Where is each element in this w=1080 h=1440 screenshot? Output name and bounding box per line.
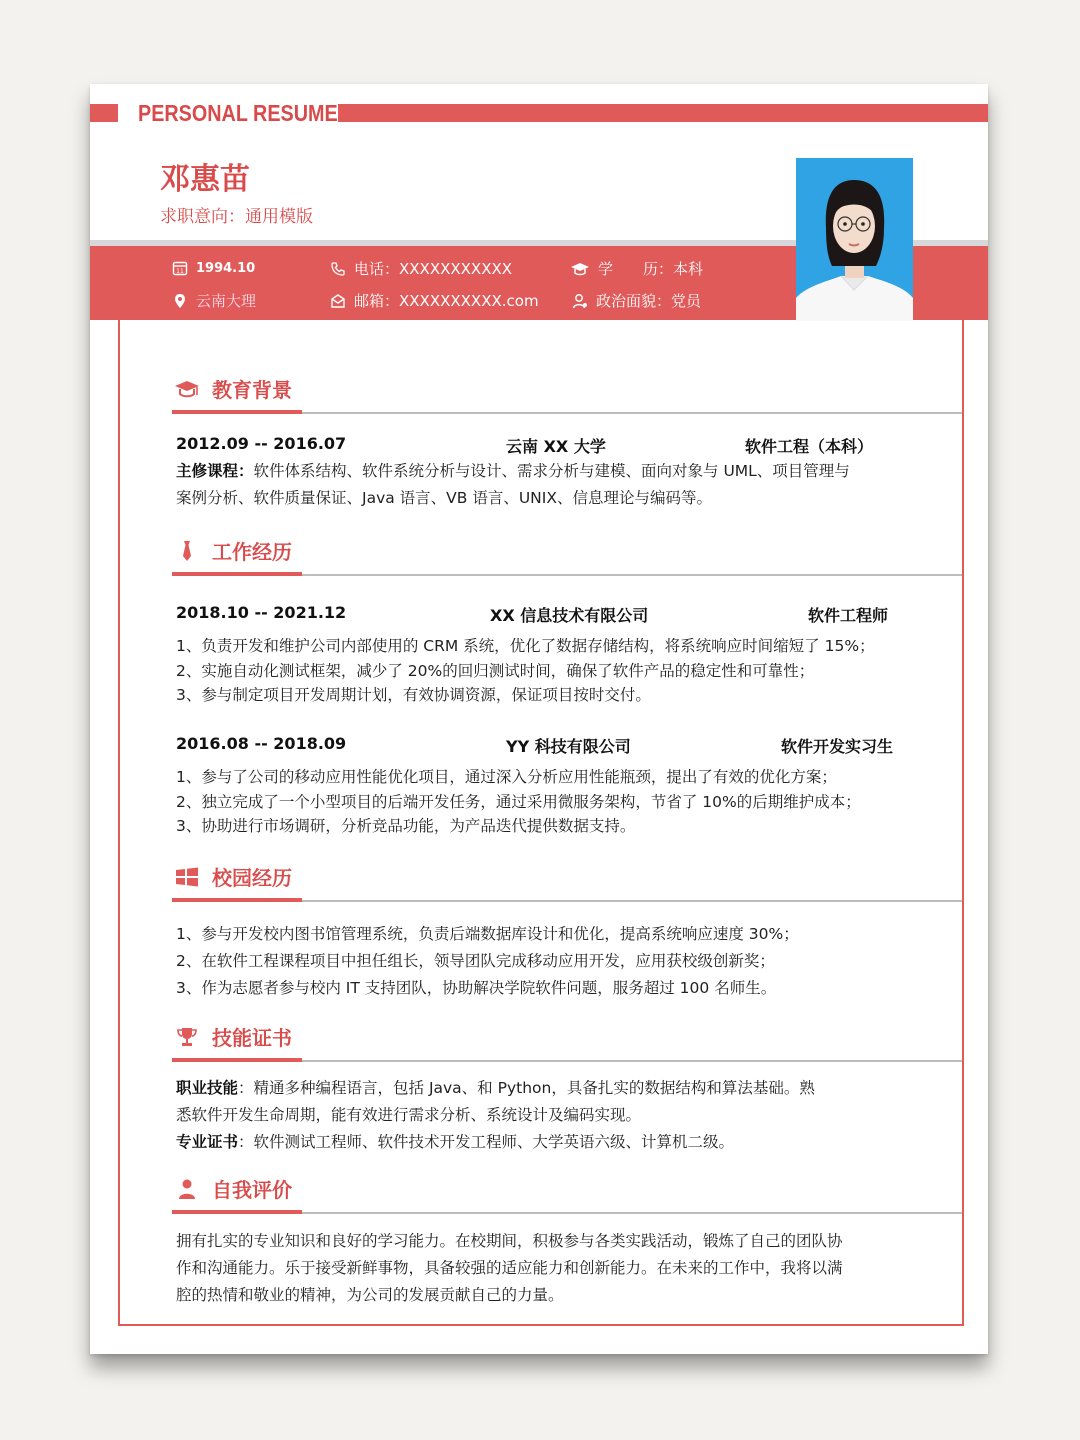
- courses-line-1: 软件体系结构、软件系统分析与设计、需求分析与建模、面向对象与 UML、项目管理与: [253, 462, 850, 480]
- job-period: 2018.10 -- 2021.12: [176, 603, 347, 622]
- user-icon: [174, 1178, 200, 1200]
- duty-item: 1、参与了公司的移动应用性能优化项目，通过深入分析应用性能瓶颈，提出了有效的优化方案；: [176, 768, 837, 786]
- calendar-icon: [172, 260, 188, 276]
- email-icon: [330, 293, 346, 309]
- job-role: 软件工程师: [808, 606, 889, 625]
- resume-paper: [90, 84, 988, 1354]
- section-title: 技能证书: [212, 1026, 292, 1050]
- section-underline: [172, 898, 302, 902]
- header-bar-right: [338, 104, 988, 122]
- section-skills-header: [172, 1022, 962, 1062]
- job-role: 软件开发实习生: [781, 737, 894, 756]
- campus-item: 1、参与开发校内图书馆管理系统，负责后端数据库设计和优化，提高系统响应速度 30%；: [176, 925, 799, 943]
- self-evaluation: [176, 1228, 906, 1309]
- edu-period: 2012.09 -- 2016.07: [176, 434, 347, 453]
- person-icon: [572, 293, 588, 309]
- portrait-image: [796, 158, 913, 321]
- duty-item: 3、参与制定项目开发周期计划，有效协调资源，保证项目按时交付。: [176, 686, 651, 704]
- tie-icon: [174, 540, 200, 562]
- section-self-header: [172, 1174, 962, 1214]
- skill-line-1: ：精通多种编程语言，包括 Java、和 Python，具备扎实的数据结构和算法基础。熟: [238, 1079, 815, 1097]
- resume-title: PERSONAL RESUME: [138, 100, 338, 126]
- phone-value: 电话：XXXXXXXXXXX: [354, 260, 513, 278]
- section-title: 教育背景: [212, 378, 292, 402]
- location-value: 云南大理: [196, 292, 257, 310]
- email-value: 邮箱：XXXXXXXXXX.com: [354, 292, 539, 310]
- section-underline: [172, 1058, 302, 1062]
- self-line-1: 拥有扎实的专业知识和良好的学习能力。在校期间，积极参与各类实践活动，锻炼了自己的团队协: [176, 1232, 843, 1250]
- section-underline: [172, 1210, 302, 1214]
- politics-value: 政治面貌：党员: [596, 292, 702, 310]
- campus-item: 2、在软件工程课程项目中担任组长，领导团队完成移动应用开发，应用获校级创新奖；: [176, 952, 775, 970]
- birth-value: 1994.10: [196, 260, 256, 276]
- courses-line-2: 案例分析、软件质量保证、Java 语言、VB 语言、UNIX、信息理论与编码等。: [176, 489, 712, 507]
- edu-school: 云南 XX 大学: [506, 437, 606, 456]
- job-2-duties: [176, 765, 906, 839]
- cert-label: 专业证书: [176, 1133, 239, 1151]
- trophy-icon: [174, 1026, 200, 1048]
- job-intent: 求职意向：通用模版: [160, 207, 313, 227]
- location-info: [172, 290, 256, 311]
- section-underline: [172, 572, 302, 576]
- email-info: [330, 290, 539, 311]
- job-1-duties: [176, 634, 906, 708]
- graduation-cap-icon: [570, 261, 590, 277]
- windows-grid-icon: [174, 866, 200, 888]
- graduation-cap-icon: [174, 378, 200, 400]
- skills-text: [176, 1075, 906, 1156]
- profile-photo: [796, 158, 913, 321]
- edu-courses: [176, 458, 906, 512]
- duty-item: 1、负责开发和维护公司内部使用的 CRM 系统，优化了数据存储结构，将系统响应时间缩短了 15%；: [176, 637, 875, 655]
- degree-value: 学 历：本科: [598, 260, 704, 278]
- skill-line-2: 悉软件开发生命周期，能有效进行需求分析、系统设计及编码实现。: [176, 1106, 642, 1124]
- candidate-name: 邓惠苗: [160, 162, 250, 197]
- section-underline: [172, 410, 302, 414]
- phone-info: [330, 258, 512, 279]
- section-work-header: [172, 536, 962, 576]
- self-line-3: 腔的热情和敬业的精神，为公司的发展贡献自己的力量。: [176, 1286, 564, 1304]
- birth-info: [172, 260, 255, 276]
- section-education-header: [172, 374, 962, 414]
- edu-major: 软件工程（本科）: [745, 437, 874, 456]
- section-title: 校园经历: [212, 866, 292, 890]
- cert-text: ：软件测试工程师、软件技术开发工程师、大学英语六级、计算机二级。: [238, 1133, 735, 1151]
- politics-info: [572, 290, 701, 311]
- job-period: 2016.08 -- 2018.09: [176, 734, 347, 753]
- duty-item: 2、实施自动化测试框架，减少了 20%的回归测试时间，确保了软件产品的稳定性和可靠性；: [176, 661, 815, 680]
- campus-item: 3、作为志愿者参与校内 IT 支持团队，协助解决学院软件问题，服务超过 100 名师生。: [176, 979, 777, 997]
- location-pin-icon: [172, 293, 188, 309]
- section-title: 工作经历: [212, 540, 292, 564]
- duty-item: 3、协助进行市场调研，分析竞品功能，为产品迭代提供数据支持。: [176, 817, 636, 835]
- job-company: XX 信息技术有限公司: [490, 606, 649, 625]
- header-bar-left: [90, 104, 118, 122]
- job-company: YY 科技有限公司: [506, 737, 631, 756]
- duty-item: 2、独立完成了一个小型项目的后端开发任务，通过采用微服务架构，节省了 10%的后期维护成本；: [176, 792, 861, 811]
- svg-text:11: 11: [176, 268, 184, 275]
- degree-info: [570, 258, 703, 279]
- skill-label: 职业技能: [176, 1079, 239, 1097]
- courses-label: 主修课程：: [176, 462, 254, 480]
- section-title: 自我评价: [212, 1178, 292, 1202]
- section-campus-header: [172, 862, 962, 902]
- phone-icon: [330, 261, 346, 277]
- campus-items: [176, 921, 906, 1002]
- self-line-2: 作和沟通能力。乐于接受新鲜事物，具备较强的适应能力和创新能力。在未来的工作中，我将以满: [176, 1259, 843, 1277]
